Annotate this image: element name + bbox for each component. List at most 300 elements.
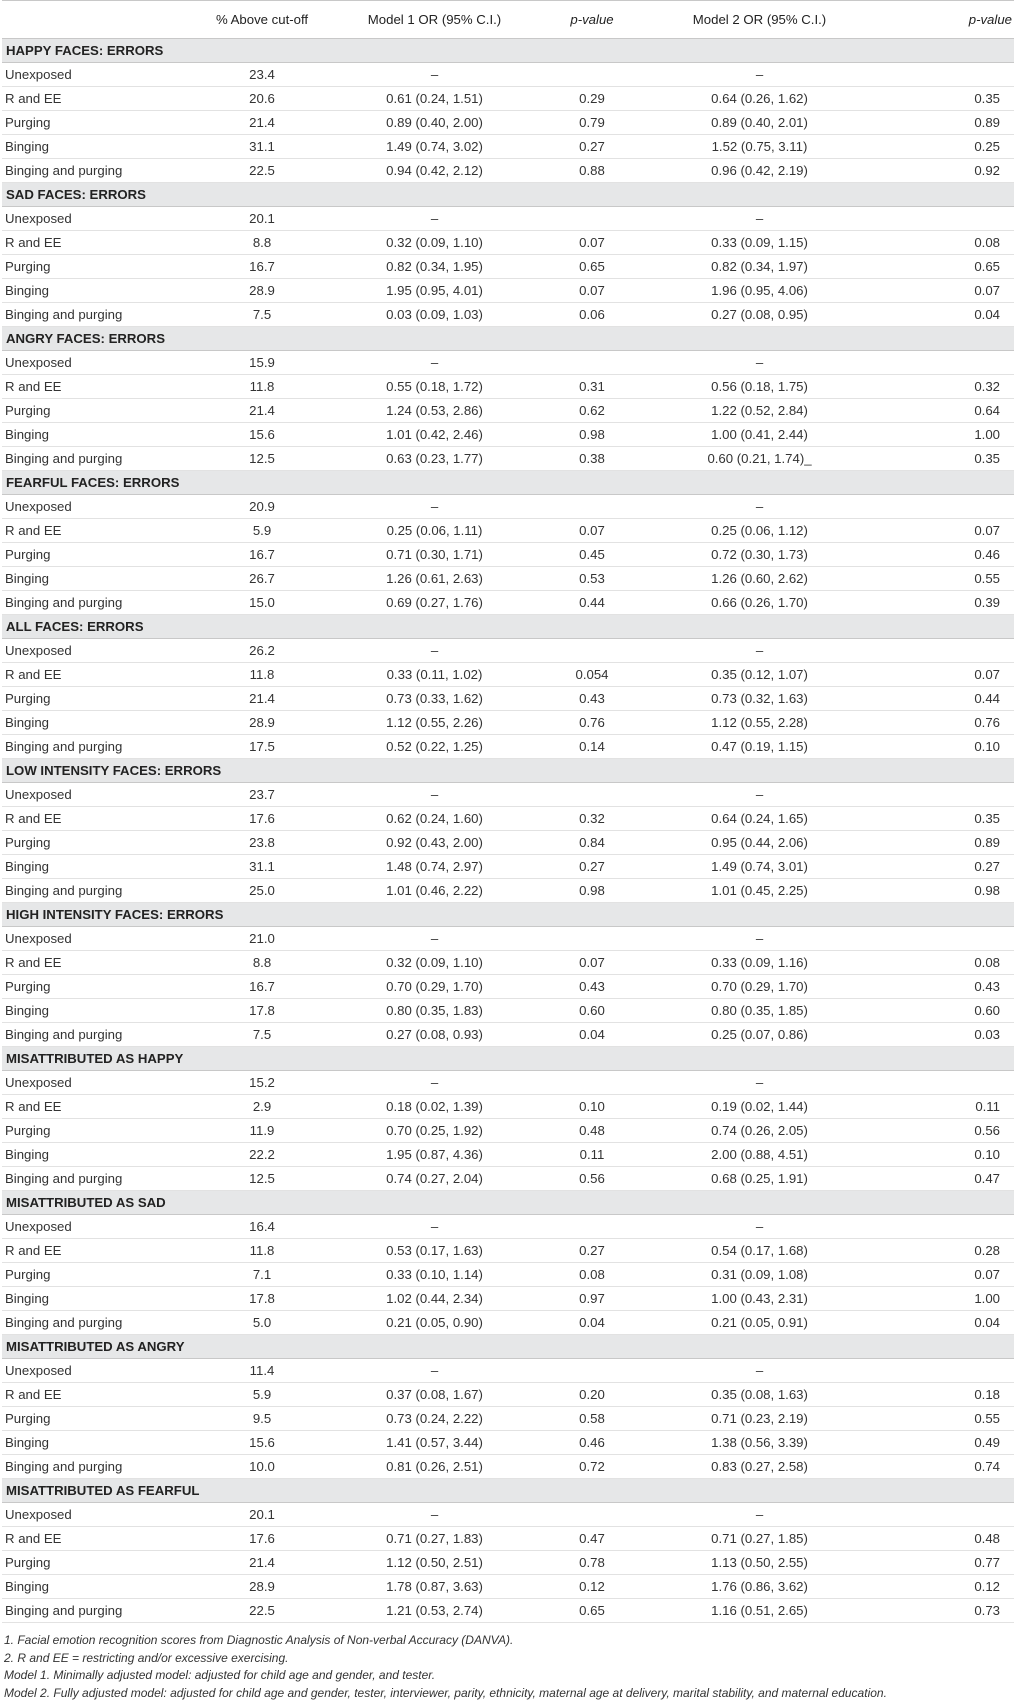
table-row xyxy=(2,831,1014,855)
cell-model2-pvalue: 0.03 xyxy=(872,1023,1014,1047)
cell-percent-above-cutoff: 16.4 xyxy=(192,1215,332,1239)
cell-row-label: Unexposed xyxy=(2,927,192,951)
cell-percent-above-cutoff: 9.5 xyxy=(192,1407,332,1431)
cell-row-label: Binging and purging xyxy=(2,303,192,327)
table-row xyxy=(2,1551,1014,1575)
table-row xyxy=(2,735,1014,759)
cell-row-label: Binging and purging xyxy=(2,1167,192,1191)
cell-row-label: Purging xyxy=(2,831,192,855)
cell-model1-or: 0.73 (0.24, 2.22) xyxy=(332,1407,537,1431)
cell-model1-pvalue xyxy=(537,1071,647,1095)
cell-row-label: Unexposed xyxy=(2,1215,192,1239)
table-row xyxy=(2,1071,1014,1095)
cell-row-label: Binging xyxy=(2,855,192,879)
cell-model2-or: 0.80 (0.35, 1.85) xyxy=(647,999,872,1023)
cell-model1-or: 1.12 (0.55, 2.26) xyxy=(332,711,537,735)
cell-model2-pvalue: 0.27 xyxy=(872,855,1014,879)
cell-model2-or: 0.33 (0.09, 1.16) xyxy=(647,951,872,975)
cell-percent-above-cutoff: 15.6 xyxy=(192,423,332,447)
table-row xyxy=(2,303,1014,327)
cell-model2-pvalue xyxy=(872,1071,1014,1095)
footnote-line: Model 1. Minimally adjusted model: adjusted for child age and gender, and tester. xyxy=(4,1667,1014,1685)
cell-row-label: Purging xyxy=(2,111,192,135)
cell-model2-pvalue xyxy=(872,927,1014,951)
cell-model2-pvalue: 0.74 xyxy=(872,1455,1014,1479)
cell-model2-or: 0.56 (0.18, 1.75) xyxy=(647,375,872,399)
cell-model1-or: 1.02 (0.44, 2.34) xyxy=(332,1287,537,1311)
cell-model1-or: – xyxy=(332,1215,537,1239)
table-row xyxy=(2,855,1014,879)
cell-percent-above-cutoff: 28.9 xyxy=(192,279,332,303)
cell-model1-pvalue: 0.65 xyxy=(537,1599,647,1623)
cell-model1-or: 0.82 (0.34, 1.95) xyxy=(332,255,537,279)
cell-percent-above-cutoff: 21.4 xyxy=(192,1551,332,1575)
cell-percent-above-cutoff: 22.2 xyxy=(192,1143,332,1167)
cell-model2-or: 1.49 (0.74, 3.01) xyxy=(647,855,872,879)
cell-model1-or: 1.48 (0.74, 2.97) xyxy=(332,855,537,879)
cell-model1-or: 0.71 (0.27, 1.83) xyxy=(332,1527,537,1551)
cell-model1-or: 0.27 (0.08, 0.93) xyxy=(332,1023,537,1047)
cell-percent-above-cutoff: 25.0 xyxy=(192,879,332,903)
section-title: MISATTRIBUTED AS FEARFUL xyxy=(2,1479,1014,1503)
table-row xyxy=(2,1095,1014,1119)
cell-row-label: Binging and purging xyxy=(2,159,192,183)
cell-model2-pvalue: 0.56 xyxy=(872,1119,1014,1143)
header-cell-model1-pvalue: p-value xyxy=(537,1,647,39)
cell-model2-or: 0.89 (0.40, 2.01) xyxy=(647,111,872,135)
cell-model2-pvalue xyxy=(872,1215,1014,1239)
cell-row-label: Binging and purging xyxy=(2,1455,192,1479)
section-title: SAD FACES: ERRORS xyxy=(2,183,1014,207)
cell-percent-above-cutoff: 12.5 xyxy=(192,1167,332,1191)
cell-model2-or: 1.22 (0.52, 2.84) xyxy=(647,399,872,423)
cell-model2-or: – xyxy=(647,1071,872,1095)
results-table xyxy=(2,0,1014,1623)
cell-model2-pvalue: 0.12 xyxy=(872,1575,1014,1599)
cell-percent-above-cutoff: 15.0 xyxy=(192,591,332,615)
cell-model2-or: – xyxy=(647,639,872,663)
cell-model2-pvalue: 0.39 xyxy=(872,591,1014,615)
section-header-row xyxy=(2,39,1014,63)
table-row xyxy=(2,1527,1014,1551)
cell-percent-above-cutoff: 17.5 xyxy=(192,735,332,759)
cell-row-label: Unexposed xyxy=(2,63,192,87)
header-cell-percent-above-cutoff: % Above cut-off xyxy=(192,1,332,39)
cell-model2-pvalue: 0.64 xyxy=(872,399,1014,423)
table-footnotes xyxy=(2,1632,1014,1702)
cell-model1-or: – xyxy=(332,207,537,231)
section-header-row xyxy=(2,903,1014,927)
cell-model1-pvalue: 0.32 xyxy=(537,807,647,831)
cell-model1-pvalue: 0.98 xyxy=(537,879,647,903)
section-title: FEARFUL FACES: ERRORS xyxy=(2,471,1014,495)
cell-model2-or: – xyxy=(647,1215,872,1239)
table-row xyxy=(2,375,1014,399)
cell-row-label: R and EE xyxy=(2,87,192,111)
table-row xyxy=(2,927,1014,951)
cell-model2-or: 0.72 (0.30, 1.73) xyxy=(647,543,872,567)
cell-percent-above-cutoff: 22.5 xyxy=(192,1599,332,1623)
cell-model1-or: 1.49 (0.74, 3.02) xyxy=(332,135,537,159)
section-title: HAPPY FACES: ERRORS xyxy=(2,39,1014,63)
cell-model2-or: – xyxy=(647,927,872,951)
cell-model1-pvalue: 0.76 xyxy=(537,711,647,735)
cell-percent-above-cutoff: 26.2 xyxy=(192,639,332,663)
cell-model1-or: – xyxy=(332,1071,537,1095)
cell-model1-pvalue: 0.46 xyxy=(537,1431,647,1455)
table-row xyxy=(2,1599,1014,1623)
cell-percent-above-cutoff: 5.9 xyxy=(192,519,332,543)
cell-percent-above-cutoff: 28.9 xyxy=(192,1575,332,1599)
cell-row-label: Purging xyxy=(2,1407,192,1431)
cell-model2-or: 1.01 (0.45, 2.25) xyxy=(647,879,872,903)
cell-model1-pvalue: 0.88 xyxy=(537,159,647,183)
cell-model1-pvalue: 0.31 xyxy=(537,375,647,399)
cell-model2-or: 1.16 (0.51, 2.65) xyxy=(647,1599,872,1623)
cell-model2-or: 0.83 (0.27, 2.58) xyxy=(647,1455,872,1479)
cell-model2-or: 0.68 (0.25, 1.91) xyxy=(647,1167,872,1191)
header-cell-model1-or: Model 1 OR (95% C.I.) xyxy=(332,1,537,39)
cell-row-label: Purging xyxy=(2,1263,192,1287)
cell-model2-pvalue: 0.46 xyxy=(872,543,1014,567)
cell-model2-pvalue xyxy=(872,207,1014,231)
cell-model1-or: 0.63 (0.23, 1.77) xyxy=(332,447,537,471)
cell-model2-or: 1.52 (0.75, 3.11) xyxy=(647,135,872,159)
cell-row-label: Unexposed xyxy=(2,639,192,663)
section-title: ANGRY FACES: ERRORS xyxy=(2,327,1014,351)
cell-row-label: R and EE xyxy=(2,519,192,543)
section-title: LOW INTENSITY FACES: ERRORS xyxy=(2,759,1014,783)
cell-model1-pvalue: 0.27 xyxy=(537,1239,647,1263)
cell-model1-or: 0.69 (0.27, 1.76) xyxy=(332,591,537,615)
table-row xyxy=(2,1383,1014,1407)
cell-model2-or: – xyxy=(647,207,872,231)
cell-model1-or: 0.32 (0.09, 1.10) xyxy=(332,231,537,255)
cell-percent-above-cutoff: 21.4 xyxy=(192,687,332,711)
cell-model2-or: 0.71 (0.27, 1.85) xyxy=(647,1527,872,1551)
cell-model2-pvalue xyxy=(872,351,1014,375)
cell-model2-or: 0.96 (0.42, 2.19) xyxy=(647,159,872,183)
cell-model1-pvalue xyxy=(537,351,647,375)
table-row xyxy=(2,255,1014,279)
table-row xyxy=(2,231,1014,255)
table-row xyxy=(2,495,1014,519)
cell-row-label: R and EE xyxy=(2,1527,192,1551)
cell-model1-pvalue: 0.20 xyxy=(537,1383,647,1407)
cell-model1-pvalue: 0.27 xyxy=(537,855,647,879)
table-row xyxy=(2,519,1014,543)
cell-model2-or: 1.00 (0.43, 2.31) xyxy=(647,1287,872,1311)
cell-percent-above-cutoff: 8.8 xyxy=(192,231,332,255)
cell-model1-pvalue: 0.07 xyxy=(537,951,647,975)
cell-model1-or: 0.61 (0.24, 1.51) xyxy=(332,87,537,111)
cell-model2-pvalue: 0.18 xyxy=(872,1383,1014,1407)
cell-percent-above-cutoff: 17.6 xyxy=(192,1527,332,1551)
cell-model2-or: 0.64 (0.26, 1.62) xyxy=(647,87,872,111)
cell-model2-pvalue: 0.11 xyxy=(872,1095,1014,1119)
cell-model1-or: 1.21 (0.53, 2.74) xyxy=(332,1599,537,1623)
cell-model2-pvalue xyxy=(872,1359,1014,1383)
cell-model2-pvalue xyxy=(872,1503,1014,1527)
cell-row-label: R and EE xyxy=(2,1383,192,1407)
cell-model2-or: 0.47 (0.19, 1.15) xyxy=(647,735,872,759)
cell-row-label: Binging xyxy=(2,1575,192,1599)
section-title: MISATTRIBUTED AS HAPPY xyxy=(2,1047,1014,1071)
cell-row-label: Binging xyxy=(2,711,192,735)
cell-percent-above-cutoff: 31.1 xyxy=(192,135,332,159)
section-header-row xyxy=(2,183,1014,207)
cell-model1-pvalue xyxy=(537,927,647,951)
cell-percent-above-cutoff: 28.9 xyxy=(192,711,332,735)
cell-percent-above-cutoff: 11.8 xyxy=(192,663,332,687)
cell-model1-or: 1.12 (0.50, 2.51) xyxy=(332,1551,537,1575)
cell-percent-above-cutoff: 11.8 xyxy=(192,375,332,399)
cell-percent-above-cutoff: 17.8 xyxy=(192,1287,332,1311)
cell-model1-or: – xyxy=(332,927,537,951)
cell-row-label: Binging xyxy=(2,1287,192,1311)
cell-row-label: Unexposed xyxy=(2,351,192,375)
table-row xyxy=(2,447,1014,471)
cell-model2-pvalue xyxy=(872,783,1014,807)
cell-percent-above-cutoff: 21.4 xyxy=(192,399,332,423)
cell-model1-pvalue: 0.78 xyxy=(537,1551,647,1575)
cell-percent-above-cutoff: 21.0 xyxy=(192,927,332,951)
cell-row-label: R and EE xyxy=(2,375,192,399)
cell-model2-or: 0.21 (0.05, 0.91) xyxy=(647,1311,872,1335)
header-cell-model2-pvalue: p-value xyxy=(872,1,1014,39)
cell-model1-or: 1.41 (0.57, 3.44) xyxy=(332,1431,537,1455)
cell-percent-above-cutoff: 15.9 xyxy=(192,351,332,375)
cell-row-label: Purging xyxy=(2,975,192,999)
cell-percent-above-cutoff: 17.6 xyxy=(192,807,332,831)
cell-model2-or: – xyxy=(647,351,872,375)
cell-row-label: Unexposed xyxy=(2,1071,192,1095)
cell-model1-or: 0.53 (0.17, 1.63) xyxy=(332,1239,537,1263)
cell-model2-pvalue: 0.47 xyxy=(872,1167,1014,1191)
cell-model2-or: – xyxy=(647,63,872,87)
table-row xyxy=(2,975,1014,999)
cell-model2-or: 1.76 (0.86, 3.62) xyxy=(647,1575,872,1599)
section-header-row xyxy=(2,615,1014,639)
cell-model1-or: 0.62 (0.24, 1.60) xyxy=(332,807,537,831)
cell-row-label: Purging xyxy=(2,255,192,279)
table-row xyxy=(2,351,1014,375)
cell-percent-above-cutoff: 15.6 xyxy=(192,1431,332,1455)
cell-model2-or: – xyxy=(647,1359,872,1383)
table-row xyxy=(2,279,1014,303)
cell-model1-or: – xyxy=(332,1359,537,1383)
cell-model1-or: 0.03 (0.09, 1.03) xyxy=(332,303,537,327)
table-row xyxy=(2,807,1014,831)
cell-model2-or: 0.95 (0.44, 2.06) xyxy=(647,831,872,855)
table-row xyxy=(2,1431,1014,1455)
table-row xyxy=(2,1503,1014,1527)
cell-model1-pvalue: 0.08 xyxy=(537,1263,647,1287)
cell-row-label: Purging xyxy=(2,543,192,567)
cell-percent-above-cutoff: 15.2 xyxy=(192,1071,332,1095)
cell-model1-or: – xyxy=(332,495,537,519)
cell-model2-pvalue xyxy=(872,63,1014,87)
cell-model1-or: – xyxy=(332,351,537,375)
cell-percent-above-cutoff: 7.5 xyxy=(192,303,332,327)
cell-model2-or: 0.71 (0.23, 2.19) xyxy=(647,1407,872,1431)
cell-model2-pvalue: 1.00 xyxy=(872,423,1014,447)
cell-row-label: R and EE xyxy=(2,663,192,687)
table-row xyxy=(2,1167,1014,1191)
cell-model2-pvalue: 0.10 xyxy=(872,735,1014,759)
table-row xyxy=(2,687,1014,711)
section-header-row xyxy=(2,1047,1014,1071)
cell-model2-pvalue: 0.25 xyxy=(872,135,1014,159)
table-row xyxy=(2,1239,1014,1263)
cell-model1-pvalue: 0.29 xyxy=(537,87,647,111)
cell-model2-or: 0.74 (0.26, 2.05) xyxy=(647,1119,872,1143)
cell-model2-pvalue: 0.55 xyxy=(872,567,1014,591)
cell-row-label: Binging and purging xyxy=(2,1599,192,1623)
table-row xyxy=(2,1311,1014,1335)
cell-model2-or: 0.35 (0.12, 1.07) xyxy=(647,663,872,687)
table-row xyxy=(2,423,1014,447)
cell-model1-pvalue: 0.04 xyxy=(537,1311,647,1335)
cell-model1-pvalue: 0.53 xyxy=(537,567,647,591)
header-cell-model2-or: Model 2 OR (95% C.I.) xyxy=(647,1,872,39)
cell-row-label: Purging xyxy=(2,687,192,711)
cell-model2-or: 1.26 (0.60, 2.62) xyxy=(647,567,872,591)
cell-model1-or: 1.95 (0.87, 4.36) xyxy=(332,1143,537,1167)
cell-model1-pvalue: 0.44 xyxy=(537,591,647,615)
cell-percent-above-cutoff: 7.1 xyxy=(192,1263,332,1287)
cell-model1-or: 0.33 (0.10, 1.14) xyxy=(332,1263,537,1287)
cell-model1-pvalue: 0.58 xyxy=(537,1407,647,1431)
section-title: ALL FACES: ERRORS xyxy=(2,615,1014,639)
table-row xyxy=(2,1359,1014,1383)
cell-model2-pvalue: 0.10 xyxy=(872,1143,1014,1167)
cell-model1-pvalue: 0.79 xyxy=(537,111,647,135)
cell-percent-above-cutoff: 20.9 xyxy=(192,495,332,519)
cell-model2-pvalue: 0.55 xyxy=(872,1407,1014,1431)
cell-model1-or: 1.01 (0.42, 2.46) xyxy=(332,423,537,447)
cell-model1-pvalue: 0.27 xyxy=(537,135,647,159)
cell-model2-or: 0.35 (0.08, 1.63) xyxy=(647,1383,872,1407)
table-row xyxy=(2,783,1014,807)
cell-model1-or: 0.70 (0.25, 1.92) xyxy=(332,1119,537,1143)
cell-model1-pvalue: 0.62 xyxy=(537,399,647,423)
cell-model2-pvalue: 0.07 xyxy=(872,279,1014,303)
section-header-row xyxy=(2,759,1014,783)
table-row xyxy=(2,879,1014,903)
cell-percent-above-cutoff: 11.9 xyxy=(192,1119,332,1143)
cell-model2-or: 0.25 (0.07, 0.86) xyxy=(647,1023,872,1047)
cell-model2-or: 1.00 (0.41, 2.44) xyxy=(647,423,872,447)
cell-model1-pvalue: 0.43 xyxy=(537,687,647,711)
cell-model1-or: – xyxy=(332,639,537,663)
table-row xyxy=(2,951,1014,975)
cell-model1-or: 1.26 (0.61, 2.63) xyxy=(332,567,537,591)
cell-model2-or: 0.31 (0.09, 1.08) xyxy=(647,1263,872,1287)
cell-percent-above-cutoff: 20.1 xyxy=(192,1503,332,1527)
cell-model1-pvalue: 0.72 xyxy=(537,1455,647,1479)
cell-model2-or: 0.64 (0.24, 1.65) xyxy=(647,807,872,831)
table-row xyxy=(2,591,1014,615)
cell-model1-pvalue xyxy=(537,1503,647,1527)
cell-model1-or: 0.89 (0.40, 2.00) xyxy=(332,111,537,135)
cell-percent-above-cutoff: 23.4 xyxy=(192,63,332,87)
cell-row-label: Binging xyxy=(2,279,192,303)
cell-model1-or: – xyxy=(332,783,537,807)
cell-percent-above-cutoff: 22.5 xyxy=(192,159,332,183)
cell-row-label: Purging xyxy=(2,1551,192,1575)
cell-row-label: Binging and purging xyxy=(2,1023,192,1047)
cell-percent-above-cutoff: 20.6 xyxy=(192,87,332,111)
cell-percent-above-cutoff: 16.7 xyxy=(192,543,332,567)
section-title: MISATTRIBUTED AS ANGRY xyxy=(2,1335,1014,1359)
section-header-row xyxy=(2,1335,1014,1359)
cell-model1-or: 0.52 (0.22, 1.25) xyxy=(332,735,537,759)
cell-model1-pvalue: 0.054 xyxy=(537,663,647,687)
cell-row-label: Purging xyxy=(2,399,192,423)
cell-model2-pvalue: 0.77 xyxy=(872,1551,1014,1575)
table-row xyxy=(2,663,1014,687)
cell-percent-above-cutoff: 17.8 xyxy=(192,999,332,1023)
cell-model1-or: 0.92 (0.43, 2.00) xyxy=(332,831,537,855)
cell-model1-or: 1.24 (0.53, 2.86) xyxy=(332,399,537,423)
table-row xyxy=(2,135,1014,159)
cell-model1-pvalue: 0.43 xyxy=(537,975,647,999)
cell-model1-or: 0.74 (0.27, 2.04) xyxy=(332,1167,537,1191)
table-row xyxy=(2,639,1014,663)
table-row xyxy=(2,543,1014,567)
cell-model2-pvalue: 0.08 xyxy=(872,231,1014,255)
cell-row-label: Binging xyxy=(2,423,192,447)
cell-model2-or: 0.54 (0.17, 1.68) xyxy=(647,1239,872,1263)
cell-model1-pvalue xyxy=(537,783,647,807)
cell-model1-pvalue: 0.07 xyxy=(537,519,647,543)
cell-model2-pvalue: 0.65 xyxy=(872,255,1014,279)
cell-row-label: Purging xyxy=(2,1119,192,1143)
cell-model1-pvalue: 0.45 xyxy=(537,543,647,567)
section-header-row xyxy=(2,1479,1014,1503)
cell-model2-or: 1.12 (0.55, 2.28) xyxy=(647,711,872,735)
cell-model1-or: – xyxy=(332,63,537,87)
table-row xyxy=(2,1143,1014,1167)
cell-model2-or: – xyxy=(647,783,872,807)
cell-percent-above-cutoff: 20.1 xyxy=(192,207,332,231)
table-row xyxy=(2,567,1014,591)
table-row xyxy=(2,1407,1014,1431)
cell-percent-above-cutoff: 5.0 xyxy=(192,1311,332,1335)
table-row xyxy=(2,63,1014,87)
cell-model2-pvalue: 0.76 xyxy=(872,711,1014,735)
table-row xyxy=(2,87,1014,111)
cell-percent-above-cutoff: 7.5 xyxy=(192,1023,332,1047)
cell-model2-pvalue: 0.07 xyxy=(872,1263,1014,1287)
cell-row-label: Binging and purging xyxy=(2,879,192,903)
cell-model1-pvalue: 0.07 xyxy=(537,231,647,255)
cell-model1-pvalue: 0.14 xyxy=(537,735,647,759)
cell-model2-pvalue: 0.98 xyxy=(872,879,1014,903)
cell-row-label: R and EE xyxy=(2,1239,192,1263)
cell-model2-or: 1.96 (0.95, 4.06) xyxy=(647,279,872,303)
cell-model1-or: 0.18 (0.02, 1.39) xyxy=(332,1095,537,1119)
cell-model1-pvalue xyxy=(537,495,647,519)
cell-model1-or: 0.94 (0.42, 2.12) xyxy=(332,159,537,183)
cell-row-label: Binging and purging xyxy=(2,735,192,759)
cell-model2-pvalue: 0.35 xyxy=(872,87,1014,111)
cell-model2-or: 0.60 (0.21, 1.74)_ xyxy=(647,447,872,471)
cell-percent-above-cutoff: 16.7 xyxy=(192,255,332,279)
cell-model1-or: 0.80 (0.35, 1.83) xyxy=(332,999,537,1023)
cell-model1-pvalue: 0.98 xyxy=(537,423,647,447)
